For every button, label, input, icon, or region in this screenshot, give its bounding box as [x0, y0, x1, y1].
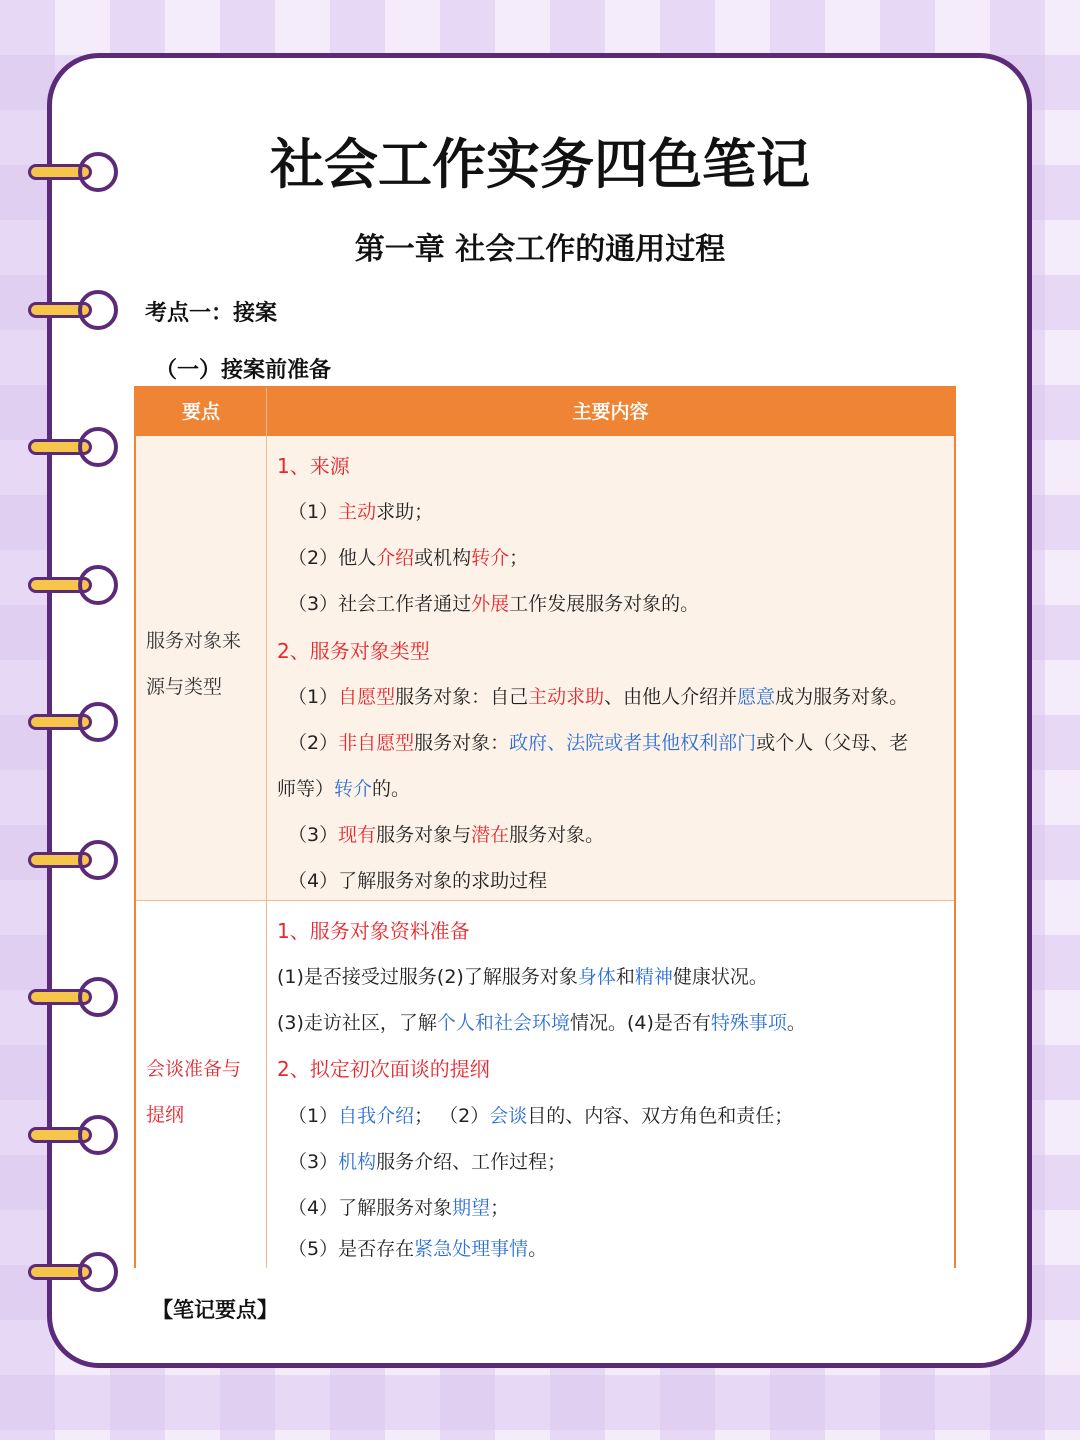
binder-ring-icon — [28, 290, 110, 330]
content-line: (3)走访社区，了解个人和社会环境情况。(4)是否有特殊事项。 — [277, 1012, 806, 1034]
table-row — [136, 900, 954, 1268]
section-heading: 2、拟定初次面谈的提纲 — [277, 1057, 490, 1081]
table-row — [136, 436, 954, 900]
binder-ring-icon — [28, 427, 110, 467]
section-heading: 1、服务对象资料准备 — [277, 919, 470, 943]
content-line: （1）自愿型服务对象：自己主动求助、由他人介绍并愿意成为服务对象。 — [288, 686, 909, 708]
content-line: （2）非自愿型服务对象：政府、法院或者其他权利部门或个人（父母、老 — [288, 732, 909, 754]
notes-table — [134, 386, 956, 1268]
binder-ring-icon — [28, 1115, 110, 1155]
content-line: （4）了解服务对象的求助过程 — [288, 870, 548, 892]
subsection-heading: （一）接案前准备 — [155, 358, 332, 383]
row-key: 会谈准备与 提纲 — [146, 1058, 242, 1126]
content-line: （1）自我介绍； （2）会谈目的、内容、双方角色和责任； — [288, 1105, 794, 1127]
binder-ring-icon — [28, 977, 110, 1017]
binder-ring-icon — [28, 1252, 110, 1292]
row-key: 服务对象来 源与类型 — [146, 630, 242, 698]
content-line: （3）现有服务对象与潜在服务对象。 — [288, 824, 605, 846]
content-line: 师等）转介的。 — [277, 778, 411, 800]
notes-label: 【笔记要点】 — [152, 1298, 278, 1322]
header-content: 主要内容 — [572, 401, 649, 423]
content-line: （4）了解服务对象期望； — [288, 1197, 510, 1219]
content-line: （3）机构服务介绍、工作过程； — [288, 1151, 567, 1173]
header-key: 要点 — [181, 401, 220, 423]
content-line: （3）社会工作者通过外展工作发展服务对象的。 — [288, 593, 700, 615]
table-header — [136, 388, 954, 436]
page-title: 社会工作实务四色笔记 — [270, 132, 810, 196]
section-heading: 1、来源 — [277, 454, 350, 478]
content-line: （5）是否存在紧急处理事情。 — [288, 1238, 548, 1260]
binder-ring-icon — [28, 702, 110, 742]
content-line: (1)是否接受过服务(2)了解服务对象身体和精神健康状况。 — [277, 966, 768, 988]
content-line: （2）他人介绍或机构转介； — [288, 547, 529, 569]
content-line: （1）主动求助； — [288, 501, 434, 523]
binder-ring-icon — [28, 840, 110, 880]
exam-point-heading: 考点一：接案 — [145, 301, 278, 326]
section-heading: 2、服务对象类型 — [277, 639, 430, 663]
column-divider — [266, 388, 267, 1268]
chapter-heading: 第一章 社会工作的通用过程 — [354, 232, 726, 267]
binder-ring-icon — [28, 565, 110, 605]
